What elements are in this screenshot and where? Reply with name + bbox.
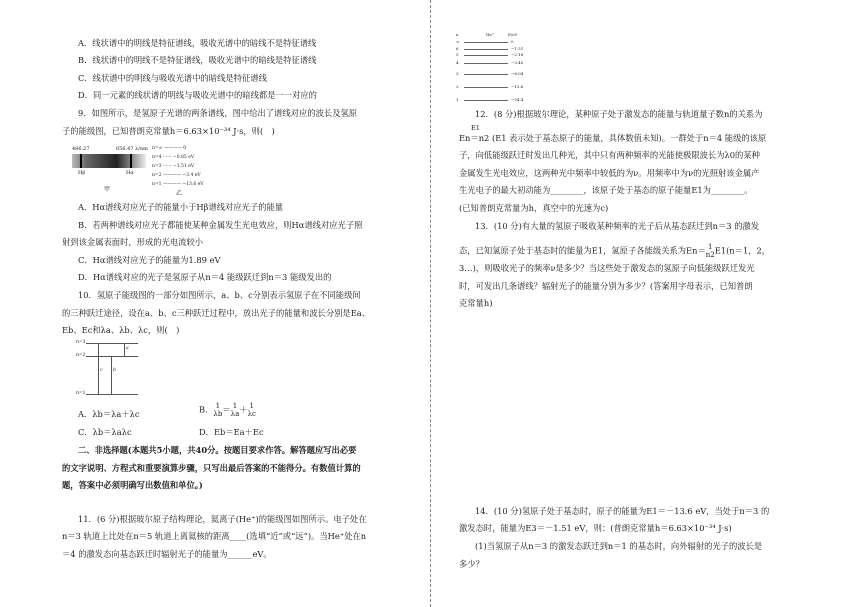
he-header-e: E/eV [508, 32, 518, 37]
he-header-n: n [456, 32, 459, 37]
he-level-n: ∞ [456, 39, 460, 44]
he-level-n: 3 [456, 71, 459, 76]
q10-level-n1: n=1 [76, 391, 86, 396]
he-level-n: 6 [456, 46, 459, 51]
label-c: c [100, 368, 103, 373]
q14-line4: 多少？ [459, 559, 484, 569]
q13-line3: 3…)，则吸收光子的频率ν是多少？当这些处于激发态的氢原子向低能级跃迁发光 [459, 263, 755, 273]
q9-level: n=3 ······ −1.51 eV [152, 164, 195, 169]
q11-line1: 11．(6 分)根据玻尔原子结构理论，氦离子(He⁺)的能级图如图所示。电子处在 [78, 514, 367, 524]
frac-num: 1 [215, 402, 221, 410]
he-level-e: −6.04 [511, 71, 524, 76]
q13-line5: 克常量h) [459, 298, 493, 308]
yi-label: 乙 [176, 190, 183, 197]
he-level-line [464, 74, 508, 75]
q12-line4: 金属发生光电效应，这两种光中频率中较低的为ν。用频率中为ν的光照射该金属产 [459, 168, 760, 178]
q11-line3: ＝4 的激发态向基态跃迁时辐射光子的能量为______eV。 [62, 549, 272, 559]
he-level-n: 4 [456, 60, 459, 65]
q10-stem-line1: 10．氢原子能级图的一部分如图所示，a、b、c分别表示氢原子在不同能级间 [78, 290, 361, 300]
column-divider [430, 0, 431, 607]
q13-line2 [459, 243, 770, 259]
q10-level-n2: n=2 [76, 353, 86, 358]
q10-option-b-eq: ＝ [222, 404, 231, 415]
q8-option-d: D．同一元素的线状谱的明线与吸收光谱中的暗线都是一一对应的 [78, 90, 317, 100]
q12-line5: 生光电子的最大初动能为________，该原子处于基态的原子能量E1为________。 [459, 185, 753, 195]
he-energy-figure [456, 33, 531, 105]
label-b: b [113, 368, 116, 373]
frac-num: 1 [232, 402, 238, 410]
hb-line [80, 154, 82, 168]
q12-fraction-numerator: E1 [471, 124, 480, 132]
hb-label: Hβ [78, 170, 86, 176]
q8-option-b: B．线状谱中的明线不是特征谱线，吸收光谱中的暗线是特征谱线 [78, 55, 317, 65]
q9-level: n=2 ———— −3.4 eV [152, 173, 201, 178]
label-a: a [126, 346, 129, 351]
q9-stem-line1: 9．如图所示，是氢原子光谱的两条谱线，图中给出了谱线对应的波长及氢原 [78, 108, 358, 118]
he-level-line [464, 42, 508, 43]
q8-option-c: C．线状谱中的明线与吸收光谱中的暗线是特征谱线 [78, 73, 267, 83]
he-level-n: 2 [456, 84, 459, 89]
he-header-ion: He⁺ [486, 32, 494, 37]
he-level-e: −2.18 [511, 52, 524, 57]
q10-option-b-plus: ＋ [239, 404, 248, 415]
q9-level: n=1 ———— −13.6 eV [152, 182, 204, 187]
q10-option-b-frac2 [231, 402, 240, 418]
q10-level-line [86, 343, 138, 344]
q9-energy-levels [152, 144, 204, 189]
q10-level-line [86, 394, 138, 395]
q8-option-a: A．线状谱中的明线是特征谱线，吸收光谱中的暗线不是特征谱线 [78, 38, 317, 48]
q9-level: n=∞ ———— 0 [152, 146, 187, 151]
q12-line6: (已知普朗克常量为h，真空中的光速为c) [459, 203, 609, 213]
q11-line2: n＝3 轨道上比处在n＝5 轨道上离氦核的距离____(选填“近”或“远”)。当He⁺处在n [62, 531, 367, 541]
q9-option-b: B．若两种谱线对应光子都能使某种金属发生光电效应，则Hα谱线对应光子照 [78, 220, 363, 230]
section2-line2: 的文字说明、方程式和重要演算步骤，只写出最后答案的不能得分。有数值计算的 [62, 463, 361, 473]
q10-stem-line3: Eb、Ec和λa、λb、λc，则( ) [62, 325, 180, 335]
jia-label: 甲 [104, 186, 111, 193]
q10-option-d: D．Eb＝Ea＋Ec [199, 427, 264, 437]
he-level-e: −54.4 [511, 97, 524, 102]
q14-line2: 激发态时，能量为E3＝－1.51 eV，则：(普朗克常量h＝6.63×10⁻³⁴ J·s) [459, 523, 732, 533]
q10-stem-line2: 的三种跃迁途径，设在a、b、c三种跃迁过程中，放出光子的能量和波长分别是Ea、 [62, 308, 371, 318]
q13-line1: 13．(10 分)有大量的氢原子吸收某种频率的光子后从基态跃迁到n＝3 的激发 [475, 221, 760, 231]
he-level-line [464, 55, 508, 56]
transition-b-arrow [111, 356, 112, 394]
q9-lambda1-label: 486.27 [72, 146, 90, 152]
q13-frac [706, 243, 715, 259]
q13-line2-tail: E1(n＝1，2， [714, 245, 771, 256]
section2-line3: 题，答案中必须明确写出数值和单位。) [62, 480, 203, 490]
q12-line1: 12．(8 分)根据玻尔理论，某种原子处于激发态的能量与轨道量子数n的关系为 [475, 109, 763, 119]
transition-c-arrow [98, 343, 99, 394]
q9-option-d: D．Hα谱线对应的光子是氢原子从n＝4 能级跃迁到n＝3 能级发出的 [78, 272, 332, 282]
q13-line4: 时，可发出几条谱线？辐射光子的能量分别为多少？(答案用字母表示，已知普朗 [459, 281, 753, 291]
section2-line1: 二、非选择题(本题共5小题，共40分。按题目要求作答。解答题应写出必要 [78, 445, 357, 455]
frac-den: λc [247, 410, 256, 418]
q10-option-b [199, 402, 256, 418]
he-level-line [464, 100, 508, 101]
he-level-line [464, 63, 508, 64]
he-level-e: 0 [511, 39, 514, 44]
q10-figure [76, 340, 146, 398]
q10-level-n3: n=3 [76, 340, 86, 345]
transition-a-arrow [124, 343, 125, 356]
he-level-e: −13.6 [511, 84, 524, 89]
q9-option-a: A．Hα谱线对应光子的能量小于Hβ谱线对应光子的能量 [78, 202, 284, 212]
ha-label: Hα [126, 170, 134, 176]
frac-den: n2 [705, 251, 715, 259]
q12-line2: En＝n2 (E1 表示处于基态原子的能量，具体数值未知)。一群处于n＝4 能级的该原 [459, 133, 767, 143]
q10-option-b-prefix: B． [199, 404, 214, 415]
q14-line1: 14．(10 分)氢原子处于基态时，原子的能量为E1＝－13.6 eV，当处于n＝3 的 [475, 506, 770, 516]
q10-option-b-frac1 [213, 402, 222, 418]
frac-den: λb [213, 410, 223, 418]
frac-num: 1 [708, 243, 713, 251]
q10-option-b-frac3 [248, 402, 256, 418]
q10-option-c: C．λb＝λaλc [78, 427, 132, 437]
q9-option-c: C．Hα谱线对应光子的能量为1.89 eV [78, 255, 221, 265]
q10-option-a: A．λb＝λa＋λc [78, 409, 140, 419]
q14-line3: (1)当氢原子从n＝3 的激发态跃迁到n＝1 的基态时，向外辐射的光子的波长是 [475, 541, 763, 551]
frac-num: 1 [249, 402, 254, 410]
ha-line [130, 154, 132, 168]
q12-line3: 子，向低能级跃迁时发出几种光，其中只有两种频率的光能使极限波长为λ0的某种 [459, 150, 760, 160]
q9-option-b-cont: 射到该金属表面时，形成的光电流较小 [62, 237, 204, 247]
he-level-e: −1.51 [511, 46, 524, 51]
he-level-line [464, 87, 508, 88]
q10-level-line [86, 356, 138, 357]
q9-spectrum-strip [72, 154, 146, 168]
q13-line2-text: 态，已知氢原子处于基态时的能量为E1，氢原子各能级关系为En＝ [459, 245, 706, 256]
he-level-line [464, 49, 508, 50]
q9-stem-line2: 子的能级图，已知普朗克常量h＝6.63×10⁻³⁴ J·s，则( ) [62, 126, 275, 136]
frac-den: λa [230, 410, 240, 418]
he-level-e: −3.40 [511, 60, 524, 65]
he-level-n: 1 [456, 97, 459, 102]
q9-figure [68, 146, 268, 198]
q9-lambda2-label: 656.47 λ/nm [116, 146, 148, 152]
q9-level: n=4 ······ −0.85 eV [152, 155, 195, 160]
he-level-n: 5 [456, 52, 459, 57]
